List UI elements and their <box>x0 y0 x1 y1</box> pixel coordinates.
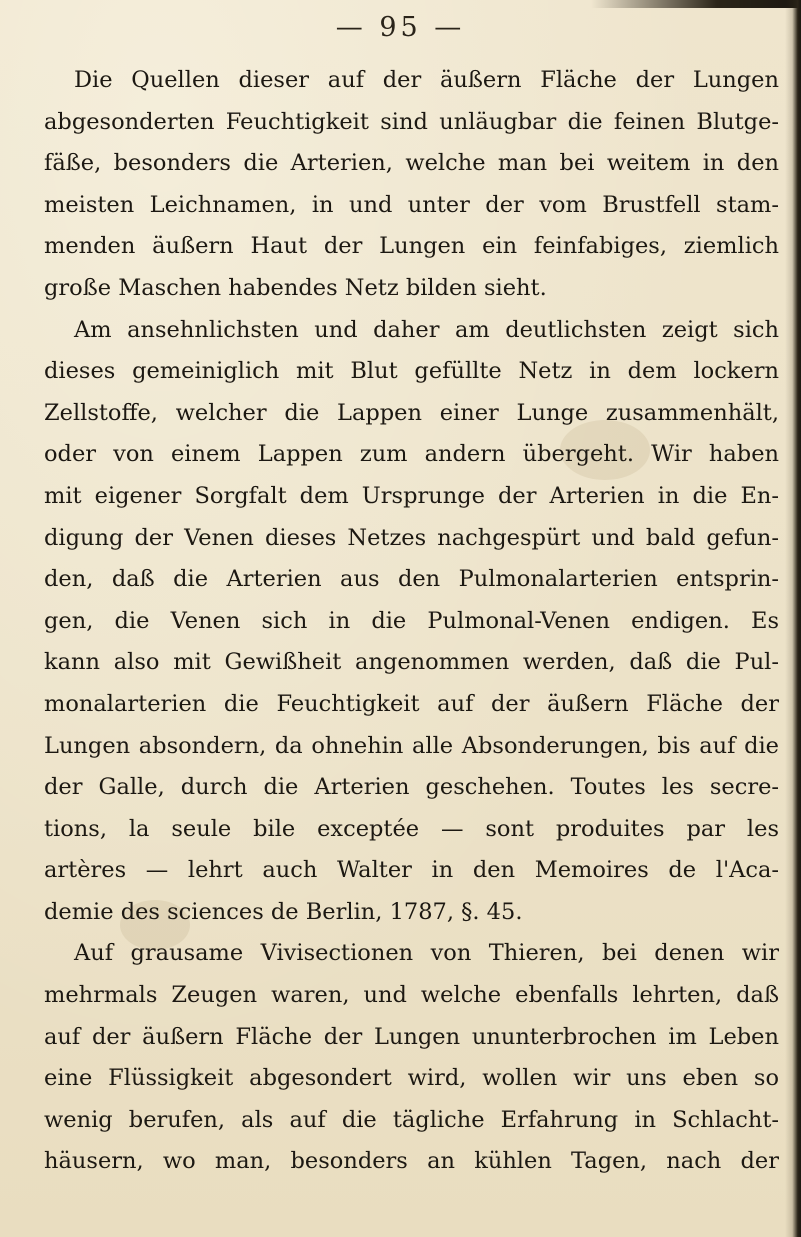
text-line: fäße, besonders die Arterien, welche man bei weitem in den <box>44 150 779 177</box>
text-line: häusern, wo man, besonders an kühlen Tagen, nach der <box>44 1148 779 1175</box>
text-line: Die Quellen dieser auf der äußern Fläche der Lungen <box>74 67 779 93</box>
text-line: der Galle, durch die Arterien geschehen. Toutes les secre- <box>44 774 779 801</box>
text-line: menden äußern Haut der Lungen ein feinfabiges, ziemlich <box>44 233 779 260</box>
scan-edge-shadow-right <box>785 0 801 1237</box>
text-line: Auf grausame Vivisectionen von Thieren, bei denen wir <box>74 940 779 967</box>
text-line: große Maschen habendes Netz bilden sieht. <box>44 274 547 301</box>
text-line: abgesonderten Feuchtigkeit sind unläugbar die feinen Blutge- <box>44 108 779 135</box>
page-number: — 95 — <box>335 12 466 43</box>
body-text <box>44 60 779 1183</box>
text-line: digung der Venen dieses Netzes nachgespürt und bald gefun- <box>44 524 779 551</box>
text-line: gen, die Venen sich in die Pulmonal-Venen endigen. Es <box>44 607 779 634</box>
text-line: Am ansehnlichsten und daher am deutlichsten zeigt sich <box>74 316 779 343</box>
text-line: meisten Leichnamen, in und unter der vom Brustfell stam- <box>44 191 779 218</box>
text-line: tions, la seule bile exceptée — sont produites par les <box>44 815 779 842</box>
scan-edge-shadow-top <box>591 0 801 8</box>
text-line: kann also mit Gewißheit angenommen werden, daß die Pul- <box>44 649 779 676</box>
text-line: den, daß die Arterien aus den Pulmonalarterien entsprin- <box>44 566 779 593</box>
text-line: eine Flüssigkeit abgesondert wird, wollen wir uns eben so <box>44 1065 779 1092</box>
text-line: oder von einem Lappen zum andern übergeht. Wir haben <box>44 441 779 468</box>
text-line: Lungen absondern, da ohnehin alle Absonderungen, bis auf die <box>44 732 779 759</box>
text-line: dieses gemeiniglich mit Blut gefüllte Netz in dem lockern <box>44 358 779 385</box>
text-line: artères — lehrt auch Walter in den Memoires de l'Aca- <box>44 857 779 884</box>
text-line: auf der äußern Fläche der Lungen ununterbrochen im Leben <box>44 1023 779 1050</box>
text-line: wenig berufen, als auf die tägliche Erfahrung in Schlacht- <box>44 1106 779 1133</box>
text-line: mit eigener Sorgfalt dem Ursprunge der Arterien in die En- <box>44 482 779 509</box>
text-line: mehrmals Zeugen waren, und welche ebenfalls lehrten, daß <box>44 982 779 1009</box>
text-line: Zellstoffe, welcher die Lappen einer Lunge zusammenhält, <box>44 399 779 426</box>
text-line: demie des sciences de Berlin, 1787, §. 45. <box>44 898 523 925</box>
text-line: monalarterien die Feuchtigkeit auf der äußern Fläche der <box>44 690 779 717</box>
